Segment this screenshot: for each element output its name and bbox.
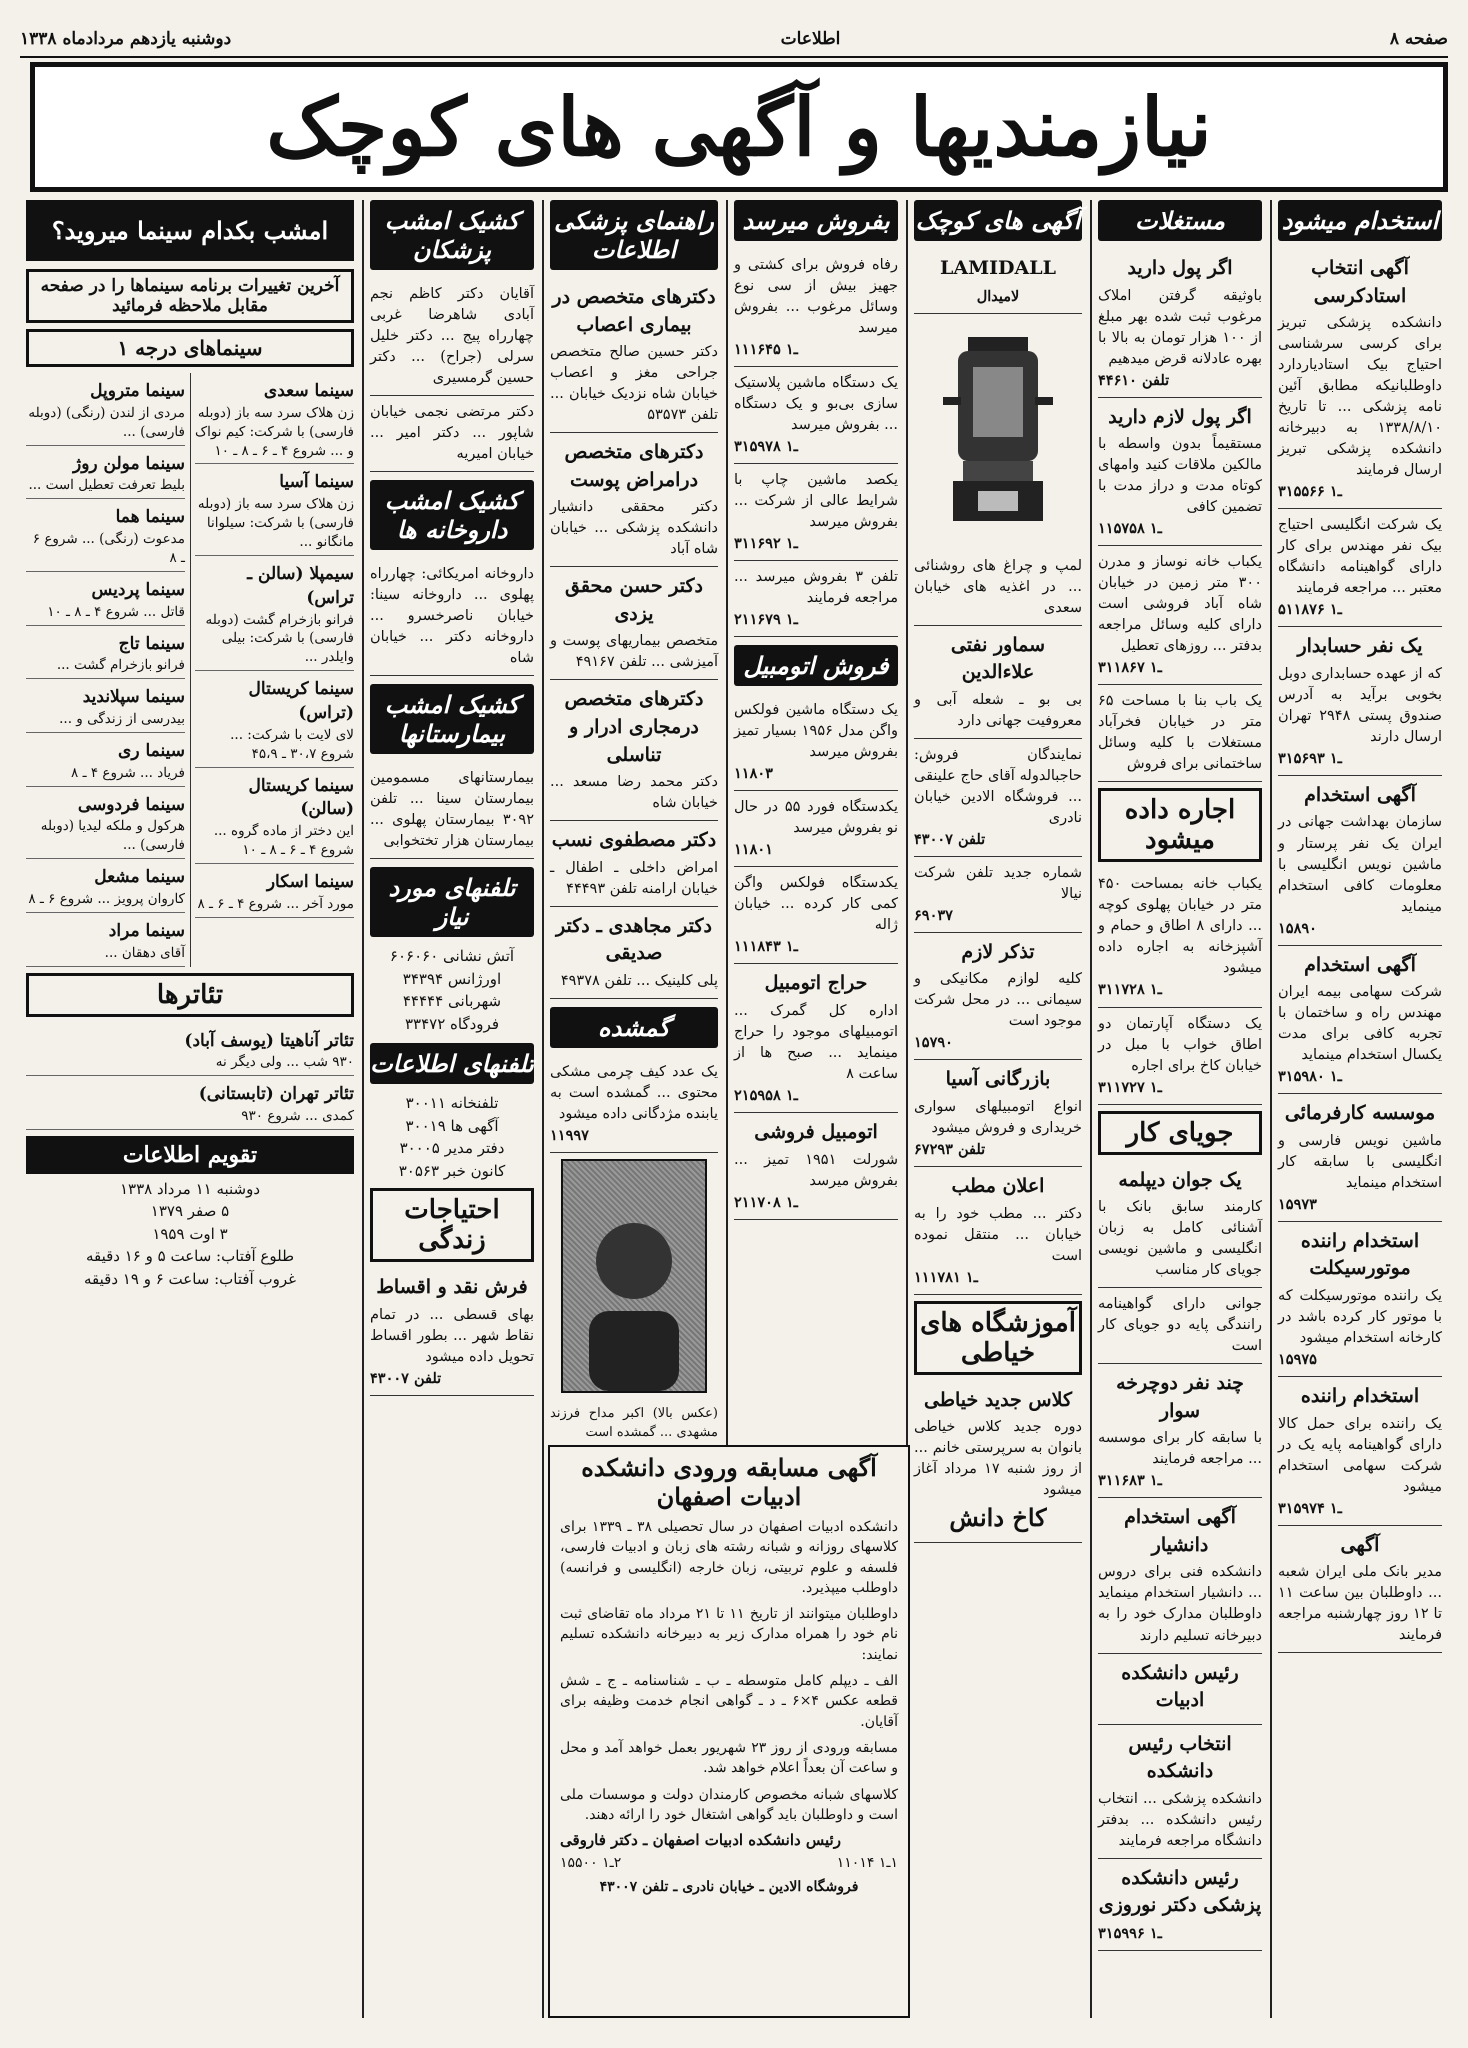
calendar-line: دوشنبه ۱۱ مرداد ۱۳۳۸ bbox=[119, 1179, 261, 1198]
listing-info: قاتل ... شروع ۴ ـ ۸ ـ ۱۰ bbox=[47, 603, 185, 620]
ad-phone: ۲ـ۱ ۱۵۹۵۸ bbox=[734, 1087, 798, 1105]
listing-info: فرانو بازخرام گشت ... bbox=[56, 657, 185, 674]
ad-item bbox=[734, 1113, 898, 1220]
ad-item bbox=[1278, 509, 1442, 627]
calendar-line: غروب آفتاب: ساعت ۶ و ۱۹ دقیقه bbox=[84, 1269, 296, 1288]
calendar-line: ۵ صفر ۱۳۷۹ bbox=[150, 1202, 230, 1221]
ad-item bbox=[914, 1167, 1082, 1295]
column-head: راهنمای پزشکی اطلاعات bbox=[550, 200, 718, 270]
ad-body: رفاه فروش برای کشتی و جهیز بیش از سی نوع وسائل مرغوب ... بفروش میرسد bbox=[734, 257, 898, 337]
ad-title: رئیس دانشکده پزشکی دکتر نوروزی bbox=[1098, 1866, 1262, 1917]
ad-item bbox=[1098, 398, 1262, 547]
phone-row: فرودگاه ۳۳۴۷۲ bbox=[404, 1014, 499, 1033]
ad-item bbox=[1278, 1222, 1442, 1377]
ad-body: یکدستگاه فورد ۵۵ در حال نو بفروش میرسد bbox=[734, 799, 898, 837]
ad-phone: ۳ـ۱ ۱۱۷۲۸ bbox=[1098, 981, 1162, 999]
listing-info: کمدی ... شروع ۹۳۰ bbox=[241, 1108, 354, 1125]
ad-item bbox=[1278, 249, 1442, 509]
ad-title: اعلان مطب bbox=[951, 1175, 1045, 1198]
isfahan-paragraph: داوطلبان میتوانند از تاریخ ۱۱ تا ۲۱ مرداد ماه تقاضای ثبت نام خود را همراه مدارک زیر به دبیرخانه دانشکده تسلیم نمایند: bbox=[560, 1606, 898, 1663]
ad-title: رئیس دانشکده ادبیات bbox=[1121, 1661, 1239, 1712]
ad-title: استخدام راننده موتورسیکلت bbox=[1300, 1229, 1420, 1280]
carpet-title: فرش نقد و اقساط bbox=[376, 1276, 528, 1299]
ad-phone: ۲ـ۱ ۱۱۷۰۸ bbox=[734, 1193, 798, 1211]
ad-body: یک دستگاه آپارتمان دو اطاق خواب با مبل در خیابان کاخ برای اجاره bbox=[1098, 1015, 1262, 1074]
sewing-title: کلاس جدید خیاطی bbox=[923, 1388, 1072, 1411]
ad-body: مستقیماً بدون واسطه با مالکین ملاقات کنید وامهای کوتاه مدت و دراز مدت با تضمین کافی bbox=[1098, 436, 1262, 516]
ad-title: دکترهای متخصص در بیماری اعصاب bbox=[552, 286, 716, 336]
isfahan-code: ۲ـ۱ ۱۵۵۰۰ bbox=[560, 1855, 622, 1872]
listing-info: بلیط تعرفت تعطیل است ... bbox=[28, 477, 185, 494]
ad-body: یکباب خانه نوساز و مدرن ۳۰۰ متر زمین در خیابان شاه آباد فروشی است دارای کلیه وسائل مراجعه بدفتر ... روزهای تعطیل bbox=[1098, 554, 1262, 655]
ad-body: با سابقه کار برای موسسه ... مراجعه فرمایند bbox=[1098, 1430, 1262, 1468]
lost-head: گمشده bbox=[550, 1007, 718, 1048]
portrait-photo bbox=[561, 1159, 708, 1393]
ads-list bbox=[550, 278, 718, 999]
ad-title: حراج اتومبیل bbox=[764, 972, 868, 995]
listing-name: سینما اسکار bbox=[266, 871, 354, 892]
isfahan-paragraph: الف ـ دیپلم کامل متوسطه ـ ب ـ شناسنامه ـ ج ـ شش قطعه عکس ۴×۶ ـ د ـ گواهی انجام خدمت وظیفه برای آقایان. bbox=[560, 1673, 898, 1730]
column-cinema bbox=[20, 200, 360, 2018]
column-head: بفروش میرسد bbox=[734, 200, 898, 241]
listing-item bbox=[26, 733, 185, 787]
hosp-head: کشیک امشب بیمارستانها bbox=[370, 684, 534, 754]
ad-item bbox=[550, 821, 718, 907]
samovar-illustration bbox=[922, 322, 1073, 542]
ad-phone: تلفن ۴۳۰۰۷ bbox=[914, 830, 986, 848]
ad-body: امراض داخلی ـ اطفال ـ خیابان ارامنه تلفن ۴۴۴۹۳ bbox=[550, 859, 718, 897]
ad-body: نمایندگان فروش: حاجبالدوله آقای حاج علینقی ... فروشگاه الادین خیابان نادری bbox=[914, 746, 1082, 826]
listing-info: زن هلاک سرد سه باز (دوبله فارسی) با شرکت: کیم نواک و ... شروع ۴ ـ ۶ ـ ۸ ـ ۱۰ bbox=[195, 404, 354, 459]
ads-list bbox=[1098, 1161, 1262, 1951]
ad-body: یک شرکت انگلیسی احتیاج بیک نفر مهندس برای کار دارای گواهینامه دانشگاه معتبر ... مراجعه فرمایند bbox=[1278, 517, 1442, 597]
ad-item bbox=[1098, 1725, 1262, 1859]
ads-list bbox=[1098, 868, 1262, 1104]
ad-item bbox=[370, 396, 534, 472]
ad-item bbox=[1098, 1161, 1262, 1289]
ad-body: یکدستگاه فولکس واگن کمی کار کرده ... خیابان ژاله bbox=[734, 875, 898, 934]
listing-item bbox=[26, 572, 185, 626]
samovar-icon bbox=[933, 327, 1063, 537]
ad-item bbox=[1278, 1094, 1442, 1222]
ad-body: لمپ و چراغ های روشنائی ... در اغذیه های خیابان سعدی bbox=[914, 557, 1082, 616]
ad-body: یک راننده موتورسیکلت که با موتور کار کرده باشد در کارخانه استخدام میشود bbox=[1278, 1287, 1442, 1346]
listing-item bbox=[195, 373, 354, 464]
phone-row: شهربانی ۴۴۴۴۴ bbox=[402, 992, 502, 1011]
listing-item bbox=[195, 864, 354, 918]
ad-item bbox=[1098, 1654, 1262, 1725]
isfahan-sign: رئیس دانشکده ادبیات اصفهان ـ دکتر فاروقی bbox=[560, 1831, 841, 1850]
ad-title: دکترهای متخصص درامراض پوست bbox=[564, 441, 704, 491]
ad-item bbox=[1098, 249, 1262, 398]
ad-body: پلی کلینیک ... تلفن ۴۹۳۷۸ bbox=[560, 972, 718, 989]
ad-body: باوثیقه گرفتن املاک مرغوب ثبت شده بهر مبلغ از ۱۰۰ هزار تومان به بالا با بهره عادلانه قرض میدهیم bbox=[1098, 287, 1262, 367]
ad-title: اتومبیل فروشی bbox=[754, 1121, 878, 1144]
ad-title: اگر پول لازم دارید bbox=[1108, 405, 1252, 428]
portrait-icon bbox=[574, 1191, 694, 1391]
ad-item bbox=[734, 249, 898, 367]
listing-name: سینما متروپل bbox=[90, 381, 185, 401]
ad-title: سماور نفتی علاءالدین bbox=[950, 633, 1046, 684]
ads-list bbox=[914, 550, 1082, 1295]
listing-name: سینما فردوسی bbox=[77, 794, 185, 815]
listing-name: سیمپلا (سالن ـ تراس) bbox=[247, 563, 354, 608]
carpet-phone: تلفن ۴۳۰۰۷ bbox=[370, 1369, 442, 1387]
ad-phone: ۱۱۸۰۱ bbox=[734, 841, 773, 859]
column-head: مستغلات bbox=[1098, 200, 1262, 241]
ad-item bbox=[1098, 1859, 1262, 1951]
carpet-body: بهای قسطی ... در تمام نقاط شهر ... بطور اقساط تحویل داده میشود bbox=[370, 1306, 534, 1365]
calendar-line: طلوع آفتاب: ساعت ۵ و ۱۶ دقیقه bbox=[85, 1247, 295, 1266]
ad-body: تلفن ۳ بفروش میرسد ... مراجعه فرمایند bbox=[734, 569, 898, 607]
ad-item bbox=[1278, 946, 1442, 1095]
ad-phone: ۳ـ۱ ۱۱۶۸۳ bbox=[1098, 1472, 1162, 1490]
calendar-list bbox=[26, 1178, 354, 1291]
isfahan-title: آگهی مسابقه ورودی دانشکده ادبیات اصفهان bbox=[581, 1453, 877, 1511]
ad-body: بیمارستانهای مسمومین بیمارستان سینا ... تلفن ۳۰۹۲ بیمارستان پهلوی ... بیمارستان هزار تختخوابی bbox=[370, 770, 534, 850]
phone-row: کانون خبر ۳۰۵۶۳ bbox=[398, 1161, 506, 1180]
listing-name: سینما ری bbox=[118, 740, 185, 761]
lamp-ad bbox=[914, 249, 1082, 314]
ad-title: آگهی استخدام bbox=[1304, 783, 1416, 806]
ad-item bbox=[1098, 546, 1262, 685]
drug-head: کشیک امشب داروخانه ها bbox=[370, 480, 534, 550]
listing-name: سینما مشعل bbox=[94, 867, 185, 888]
ad-phone: ۳ـ۱ ۱۱۸۶۷ bbox=[1098, 659, 1162, 677]
listing-item bbox=[26, 859, 185, 913]
listing-item bbox=[195, 768, 354, 864]
column-pharmacy bbox=[362, 200, 540, 2018]
ad-item bbox=[734, 964, 898, 1113]
listing-item bbox=[26, 499, 185, 572]
portrait-caption: (عکس بالا) اکبر مداح فرزند مشهدی ... گمشده است bbox=[550, 1399, 718, 1450]
column-sales bbox=[726, 200, 904, 1488]
lamp-brand-en: LAMIDALL bbox=[940, 257, 1056, 279]
ad-item bbox=[550, 680, 718, 821]
issue-date: دوشنبه یازدهم مردادماه ۱۳۳۸ bbox=[20, 29, 232, 49]
ad-item bbox=[550, 907, 718, 999]
listing-name: سینما مولن روژ bbox=[73, 453, 185, 474]
listing-item bbox=[195, 671, 354, 767]
listing-info: فریاد ... شروع ۴ ـ ۸ bbox=[71, 764, 185, 781]
ad-item bbox=[914, 857, 1082, 933]
lost-phone: ۱۱۹۹۷ bbox=[550, 1126, 589, 1144]
ad-item bbox=[1098, 1288, 1262, 1364]
listing-item bbox=[26, 913, 185, 967]
listing-item bbox=[26, 373, 185, 446]
sewing-school: کاخ دانش bbox=[949, 1503, 1047, 1533]
phone-row: آگهی ها ۳۰۰۱۹ bbox=[405, 1116, 499, 1135]
ad-phone: ۳ـ۱ ۱۵۵۶۶ bbox=[1278, 483, 1342, 501]
lost-body: یک عدد کیف چرمی مشکی محتوی ... گمشده است به یابنده مژدگانی داده میشود bbox=[550, 1063, 718, 1122]
ad-title: تذکر لازم bbox=[961, 940, 1035, 963]
ads-list bbox=[1278, 249, 1442, 1653]
ad-body: کلیه لوازم مکانیکی و سیمانی ... در محل شرکت موجود است bbox=[914, 971, 1082, 1030]
column-small-ads bbox=[906, 200, 1088, 1533]
listing-name: سینما پردیس bbox=[91, 579, 185, 600]
ad-phone: ۳ـ۱ ۱۱۷۲۷ bbox=[1098, 1078, 1162, 1096]
listing-name: تئاتر آناهیتا (یوسف آباد) bbox=[184, 1030, 354, 1051]
calendar-head: تقویم اطلاعات bbox=[26, 1136, 354, 1174]
ad-title: آگهی bbox=[1340, 1533, 1380, 1556]
ad-item bbox=[1278, 1377, 1442, 1526]
listing-item bbox=[26, 446, 185, 500]
ad-body: که از عهده حسابداری دوبل بخوبی برآید به آدرس صندوق پستی ۲۹۴۸ تهران ارسال دارند bbox=[1278, 665, 1442, 745]
listing-item bbox=[26, 1076, 354, 1130]
ad-title: دکتر حسن محقق یزدی bbox=[564, 575, 703, 625]
listing-info: کاروان پرویز ... شروع ۶ ـ ۸ bbox=[28, 890, 185, 907]
ad-body: یکباب خانه بمساحت ۴۵۰ متر در خیابان پهلوی کوچه ... دارای ۸ اطاق و حمام و آشپزخانه به اجاره داده میشود bbox=[1098, 876, 1262, 977]
ad-item bbox=[914, 1060, 1082, 1167]
phone-row: اورژانس ۳۴۳۹۴ bbox=[402, 969, 502, 988]
ad-body: یک دستگاه ماشین پلاستیک سازی بی‌بو و یک دستگاه ... بفروش میرسد bbox=[734, 375, 898, 434]
listing-name: سینما سپلاندید bbox=[82, 687, 185, 708]
listing-name: تئاتر تهران (تابستانی) bbox=[198, 1084, 354, 1105]
ad-phone: ۳ـ۱ ۱۵۶۹۳ bbox=[1278, 749, 1342, 767]
ad-phone: تلفن ۶۷۲۹۳ bbox=[914, 1141, 986, 1159]
ad-title: موسسه کارفرمائی bbox=[1284, 1102, 1436, 1125]
ad-phone: ۳ـ۱ ۱۱۶۹۲ bbox=[734, 535, 798, 553]
ad-title: آگهی استخدام bbox=[1304, 953, 1416, 976]
listing-item bbox=[195, 556, 354, 671]
ad-phone: ۱ـ۱ ۱۵۷۵۸ bbox=[1098, 520, 1162, 538]
ad-title: بازرگانی آسیا bbox=[945, 1068, 1051, 1091]
listing-item bbox=[26, 1023, 354, 1077]
listing-info: مدعوت (رنگی) ... شروع ۶ ـ ۸ bbox=[32, 531, 185, 566]
listing-name: سینما آسیا bbox=[279, 472, 354, 493]
ad-body: دانشکده پزشکی تبریز برای کرسی سرشناسی احتیاج بیک استادیاردارد داوطلبانیکه مطابق آئین نامه پزشکی ... تا تاریخ ۱۳۳۸/۸/۱۰ به دبیرخانه دانشکده پزشکی تبریز ارسال فرمایند bbox=[1278, 315, 1442, 479]
page-header bbox=[20, 22, 1448, 58]
ad-item bbox=[550, 278, 718, 433]
ad-item bbox=[1278, 776, 1442, 946]
listing-item bbox=[26, 626, 185, 680]
sewing-ad bbox=[914, 1381, 1082, 1543]
isfahan-paragraphs bbox=[560, 1517, 898, 1825]
ad-item bbox=[1098, 685, 1262, 782]
ad-body: شورلت ۱۹۵۱ تمیز ... بفروش میرسد bbox=[734, 1151, 898, 1189]
phone-row: تلفنخانه ۳۰۰۱۱ bbox=[405, 1094, 499, 1113]
ads-list bbox=[1098, 249, 1262, 782]
cinema-poster: امشب بکدام سینما میروید؟ bbox=[26, 200, 354, 261]
ads-list bbox=[370, 762, 534, 859]
ad-item bbox=[734, 367, 898, 464]
ad-title: آگهی استخدام دانشیار bbox=[1124, 1506, 1236, 1556]
ads-list bbox=[370, 278, 534, 472]
phones-head: تلفنهای مورد نیاز bbox=[370, 867, 534, 937]
ad-title: یک نفر حسابدار bbox=[1297, 635, 1423, 658]
listing-info: ۹۳۰ شب ... ولی دیگر نه bbox=[215, 1054, 354, 1071]
ad-item bbox=[914, 626, 1082, 739]
ad-item bbox=[1098, 1364, 1262, 1498]
paper-name: اطلاعات bbox=[780, 29, 841, 49]
ad-title: آگهی انتخاب استادکرسی bbox=[1311, 257, 1409, 307]
column-head: استخدام میشود bbox=[1278, 200, 1442, 241]
ad-body: یک راننده برای حمل کالا دارای گواهینامه پایه یک در شرکت سهامی استخدام میشود bbox=[1278, 1415, 1442, 1495]
ad-body: آقایان دکتر کاظم نجم آبادی شاهرضا غربی چهارراه پیج ... دکتر خلیل سرلی (جراح) ... دکتر حسین گرمسیری bbox=[370, 286, 534, 387]
ads-list bbox=[734, 249, 898, 637]
column-employment bbox=[1270, 200, 1448, 2018]
listing-name: سینما کریستال (تراس) bbox=[248, 679, 354, 723]
ad-item bbox=[550, 567, 718, 680]
ad-phone: ۱۱۸۰۳ bbox=[734, 765, 773, 783]
ad-body: دکتر محققی دانشیار دانشکده پزشکی ... خیابان شاه آباد bbox=[550, 499, 718, 558]
listing-info: بیدرسی از زندگی و ... bbox=[59, 711, 185, 728]
ad-title: یک جوان دیپلمه bbox=[1118, 1168, 1242, 1191]
sewing-head: آموزشگاه های خیاطی bbox=[914, 1301, 1082, 1375]
ad-phone: ۱۵۹۷۵ bbox=[1278, 1350, 1317, 1368]
isfahan-codes bbox=[560, 1855, 898, 1871]
theatre-head: تئاترها bbox=[26, 973, 354, 1017]
listing-item bbox=[26, 787, 185, 860]
ad-body: دکتر محمد رضا مسعد ... خیابان شاه bbox=[550, 774, 718, 812]
ad-title: استخدام راننده bbox=[1300, 1384, 1420, 1407]
listing-info: لای لایت با شرکت: ... شروع ۳۰،۷ ـ ۴۵،۹ bbox=[230, 726, 354, 762]
ad-item bbox=[734, 791, 898, 867]
ad-body: دکتر حسین صالح متخصص جراحی مغز و اعصاب خیابان شاه نزدیک خیابان ... تلفن ۵۳۵۷۳ bbox=[550, 344, 718, 424]
info-phones-list bbox=[370, 1092, 534, 1182]
cinema-class-head: سینماهای درجه ۱ bbox=[26, 329, 354, 367]
isfahan-notice bbox=[548, 1445, 910, 2018]
listing-item bbox=[26, 679, 185, 733]
listing-name: سینما مراد bbox=[108, 920, 185, 941]
ad-body: شماره جدید تلفن شرکت نیالا bbox=[914, 864, 1082, 902]
ad-title: چند نفر دوچرخه سوار bbox=[1116, 1372, 1244, 1422]
listing-name: سینما هما bbox=[115, 507, 185, 528]
theatre-list bbox=[26, 1023, 354, 1130]
listing-name: سینما سعدی bbox=[263, 381, 354, 401]
ad-body: داروخانه امریکائی: چهارراه پهلوی ... داروخانه سینا: خیابان ناصرخسرو ... داروخانه دکتر ... خیابان شاه bbox=[370, 566, 534, 667]
ad-item bbox=[734, 464, 898, 561]
ad-body: سازمان بهداشت جهانی در ایران یک نفر پرستار و ماشین نویس انگلیسی با معلومات کافی استخدام مینماید bbox=[1278, 814, 1442, 915]
column-real-estate bbox=[1090, 200, 1268, 2018]
listing-info: آقای دهقان ... bbox=[104, 944, 185, 961]
isfahan-paragraph: کلاسهای شبانه مخصوص کارمندان دولت و موسسات ملی است و داوطلبان باید گواهی اشتغال خود را ارائه دهند. bbox=[560, 1786, 898, 1823]
ad-item bbox=[370, 278, 534, 396]
ad-item bbox=[914, 933, 1082, 1061]
ad-item bbox=[914, 739, 1082, 857]
ad-body: اداره کل گمرک ... اتومبیلهای موجود را حراج مینماید ... صبح ها از ساعت ۸ bbox=[734, 1002, 898, 1083]
footer-address: فروشگاه الادین ـ خیابان نادری ـ تلفن ۴۳۰۰۷ bbox=[599, 1879, 859, 1896]
listing-item bbox=[195, 464, 354, 555]
ad-body: کارمند سابق بانک با آشنائی کامل به زبان انگلیسی و ماشین نویسی جویای کار مناسب bbox=[1098, 1199, 1262, 1279]
ad-body: یک دستگاه ماشین فولکس واگن مدل ۱۹۵۶ بسیار تمیز بفروش میرسد bbox=[734, 702, 899, 761]
listing-info: هرکول و ملکه لیدیا (دوبله فارسی) ... bbox=[40, 818, 185, 854]
ad-phone: ۳ـ۱ ۱۵۹۷۸ bbox=[734, 438, 798, 456]
section-banner: نیازمندیها و آگهی های کوچک bbox=[30, 62, 1448, 192]
ad-body: یک باب بنا با مساحت ۶۵ متر در خیابان فخرآباد مستغلات با کلیه وسائل ساختمانی برای فروش bbox=[1098, 693, 1262, 773]
ad-title: انتخاب رئیس دانشکده bbox=[1128, 1732, 1232, 1783]
ad-body: دانشکده پزشکی ... انتخاب رئیس دانشکده ... بدفتر دانشگاه مراجعه فرمایند bbox=[1098, 1790, 1262, 1849]
car-head: فروش اتومبیل bbox=[734, 645, 898, 686]
ad-title: اگر پول دارید bbox=[1127, 257, 1233, 279]
needs-head: احتیاجات زندگی bbox=[370, 1188, 534, 1262]
ad-body: متخصص بیماریهای پوست و آمیزشی ... تلفن ۴۹۱۶۷ bbox=[550, 633, 718, 671]
ad-phone: ۳ـ۱ ۱۵۹۸۰ bbox=[1278, 1068, 1342, 1086]
ad-body: دانشکده فنی برای دروس ... دانشیار استخدام مینماید داوطلبان مدارک خود را به دبیرخانه تسلیم دارند bbox=[1098, 1564, 1262, 1644]
listing-info: زن هلاک سرد سه باز (دوبله فارسی) با شرکت: سیلوانا مانگانو ... bbox=[197, 496, 354, 551]
ad-phone: تلفن ۴۴۶۱۰ bbox=[1098, 371, 1170, 389]
ad-item bbox=[1098, 1008, 1262, 1105]
calendar-line: ۳ اوت ۱۹۵۹ bbox=[152, 1224, 228, 1243]
ad-phone: ۶۹۰۳۷ bbox=[914, 906, 953, 924]
listing-name: سینما کریستال (سالن) bbox=[248, 775, 354, 820]
ad-phone: ۱۵۸۹۰ bbox=[1278, 919, 1317, 937]
ad-item bbox=[370, 558, 534, 676]
rent-head: اجاره داده میشود bbox=[1098, 788, 1262, 862]
isfahan-code: ۱ـ۱ ۱۱۰۱۴ bbox=[836, 1855, 898, 1872]
page-number: صفحه ۸ bbox=[1389, 29, 1448, 49]
column-head: آگهی های کوچک bbox=[914, 200, 1082, 241]
sewing-body: دوره جدید کلاس خیاطی بانوان به سرپرستی خانم ... از روز شنبه ۱۷ مرداد آغاز میشود bbox=[914, 1419, 1082, 1499]
lost-ad bbox=[550, 1056, 718, 1153]
ad-body: انواع اتومبیلهای سواری خریداری و فروش میشود bbox=[914, 1099, 1082, 1137]
isfahan-paragraph: مسابقه ورودی از روز ۲۳ شهریور بعمل خواهد آمد و محل و ساعت آن بعداً اعلام خواهد شد. bbox=[560, 1739, 898, 1777]
ad-body: دکتر ... مطب خود را به خیابان ... منتقل نموده است bbox=[914, 1205, 1082, 1264]
ad-body: جوانی دارای گواهینامه رانندگی پایه دو جویای کار است bbox=[1098, 1296, 1262, 1355]
carpet-ad bbox=[370, 1268, 534, 1396]
ad-item bbox=[734, 867, 898, 964]
ad-title: دکتر مصطفوی نسب bbox=[551, 829, 717, 852]
ads-list bbox=[370, 558, 534, 676]
ad-item bbox=[1278, 627, 1442, 776]
info-phones-head: تلفنهای اطلاعات bbox=[370, 1043, 534, 1084]
listing-info: مردی از لندن (رنگی) (دوبله فارسی) ... bbox=[28, 404, 185, 440]
ad-item bbox=[914, 550, 1082, 626]
ad-body: بی بو ـ شعله آبی و معروفیت جهانی دارد bbox=[914, 691, 1082, 729]
lamp-brand-fa: لامیدال bbox=[976, 287, 1020, 305]
ad-item bbox=[1098, 868, 1262, 1007]
ad-title: دکتر مجاهدی ـ دکتر صدیقی bbox=[556, 914, 712, 965]
phones-list bbox=[370, 945, 534, 1035]
jobseek-head: جویای کار bbox=[1098, 1111, 1262, 1155]
ad-item bbox=[1098, 1498, 1262, 1653]
ad-phone: ۵ـ۱ ۱۱۸۷۶ bbox=[1278, 601, 1342, 619]
phone-row: آتش نشانی ۶۰۶۰۶۰ bbox=[389, 947, 515, 966]
listing-info: مورد آخر ... شروع ۴ ـ ۶ ـ ۸ bbox=[197, 895, 354, 912]
ad-body: دکتر مرتضی نجمی خیابان شاپور ... دکتر امیر ... خیابان امیریه bbox=[370, 404, 534, 463]
ad-phone: ۳ـ۱ ۱۵۹۷۴ bbox=[1278, 1499, 1342, 1517]
ad-item bbox=[370, 762, 534, 859]
cinema-list bbox=[26, 373, 354, 967]
ad-body: یکصد ماشین چاپ با شرایط عالی از شرکت ... بفروش میرسد bbox=[734, 472, 898, 531]
listing-info: این دختر از ماده گروه ... شروع ۴ ـ ۶ ـ ۸ ـ ۱۰ bbox=[213, 823, 354, 859]
ad-body: ماشین نویس فارسی و انگلیسی با سابقه کار استخدام مینماید bbox=[1278, 1132, 1442, 1191]
phone-row: دفتر مدیر ۳۰۰۰۵ bbox=[399, 1139, 505, 1158]
isfahan-paragraph: دانشکده ادبیات اصفهان در سال تحصیلی ۳۸ ـ ۱۳۳۹ برای کلاسهای روزانه و شبانه رشته های زبان و ادبیات فارسی، فلسفه و علوم تربیتی، زبان خارجه (انگلیسی و فرانسه) داوطلب میپذیرد. bbox=[560, 1519, 898, 1596]
ad-phone: ۱ـ۱ ۱۱۷۸۱ bbox=[914, 1268, 978, 1286]
ad-phone: ۲ـ۱ ۱۱۶۷۹ bbox=[734, 611, 798, 629]
ad-body: مدیر بانک ملی ایران شعبه ... داوطلبان بین ساعت ۱۱ تا ۱۲ روز چهارشنبه مراجعه فرمایند bbox=[1278, 1564, 1442, 1644]
ad-phone: ۱۵۹۷۳ bbox=[1278, 1195, 1317, 1213]
ad-item bbox=[1278, 1526, 1442, 1654]
listing-name: سینما تاج bbox=[118, 633, 185, 654]
ad-item bbox=[550, 433, 718, 567]
ad-title: دکترهای متخصص درمجاری ادرار و تناسلی bbox=[564, 688, 704, 766]
ad-body: شرکت سهامی بیمه ایران مهندس راه و ساختمان با تجربه کافی برای مدت یکسال استخدام مینماید bbox=[1278, 984, 1442, 1064]
listing-info: فرانو بازخرام گشت (دوبله فارسی) با شرکت: بیلی وایلدر ... bbox=[205, 611, 354, 666]
ad-phone: ۱ـ۱ ۱۱۶۴۵ bbox=[734, 341, 798, 359]
ads-list bbox=[734, 694, 898, 1219]
column-head: کشیک امشب پزشکان bbox=[370, 200, 534, 270]
ad-phone: ۳ـ۱ ۱۵۹۹۶ bbox=[1098, 1924, 1162, 1942]
ad-phone: ۱ـ۱ ۱۱۸۴۳ bbox=[734, 938, 798, 956]
ad-item bbox=[734, 561, 898, 637]
ad-phone: ۱۵۷۹۰ bbox=[914, 1034, 953, 1052]
cinema-note: آخرین تغییرات برنامه سینماها را در صفحه مقابل ملاحظه فرمائید bbox=[26, 269, 354, 323]
ad-item bbox=[734, 694, 898, 791]
